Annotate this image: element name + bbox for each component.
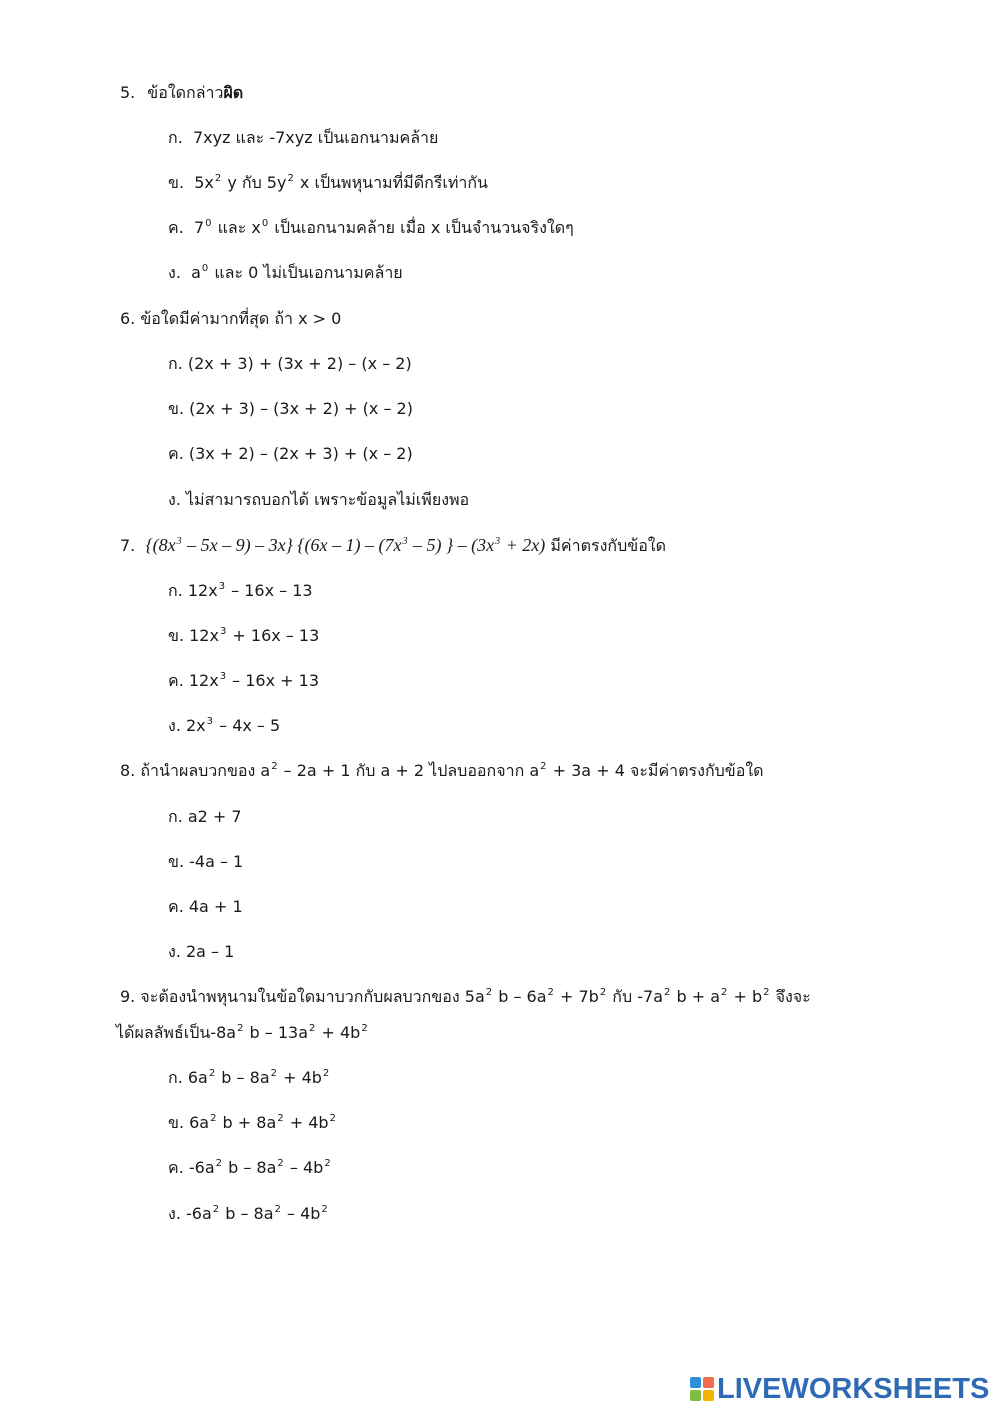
choice-text: b – 8a (220, 1204, 274, 1223)
question-text: กับ -7a (607, 987, 663, 1006)
superscript: 3 (219, 626, 227, 637)
question-number: 7. (120, 536, 136, 555)
math-part: + 2x) (501, 535, 546, 555)
superscript: 2 (763, 987, 770, 998)
choice-text: ค. -6a (168, 1158, 215, 1177)
superscript: 2 (322, 1068, 330, 1079)
choice-label: ข. (168, 173, 185, 192)
superscript: 3 (206, 716, 214, 727)
superscript: 0 (205, 218, 212, 229)
choice-text: 5x (194, 173, 214, 192)
choice-text: – 4b (281, 1204, 321, 1223)
q8-choice-b: ข. -4a – 1 (168, 852, 244, 871)
math-part: {(8x (145, 535, 176, 555)
q5-choice-a (168, 127, 438, 149)
question-text: b – 13a (244, 1023, 309, 1042)
q8-choice-c: ค. 4a + 1 (168, 897, 243, 916)
superscript: 3 (402, 536, 408, 547)
question-text: – 2a + 1 กับ a + 2 ไปลบออกจาก a (278, 761, 540, 780)
q8-choice-d: ง. 2a – 1 (168, 942, 235, 961)
superscript: 2 (321, 1204, 328, 1215)
math-part: – 5) } – (3x (408, 535, 495, 555)
choice-text: – 16x + 13 (227, 671, 320, 690)
choice-text: 7xyz และ -7xyz เป็นเอกนามคล้าย (192, 128, 439, 147)
superscript: 2 (485, 987, 493, 998)
choice-text: + 16x – 13 (227, 626, 320, 645)
superscript: 2 (547, 987, 554, 998)
superscript: 2 (309, 1023, 316, 1034)
choice-text: ค. 12x (168, 671, 219, 690)
question-5 (120, 82, 243, 104)
superscript: 2 (277, 1113, 284, 1124)
choice-text: และ x (212, 218, 261, 237)
choice-text: ก. 6a (168, 1068, 208, 1087)
q6-choice-a: ก. (2x + 3) + (3x + 2) – (x – 2) (168, 354, 412, 373)
choice-text: ข. 12x (168, 626, 219, 645)
question-text: + b (728, 987, 763, 1006)
choice-text: และ 0 ไม่เป็นเอกนามคล้าย (209, 263, 403, 282)
choice-text: b + 8a (217, 1113, 277, 1132)
math-expression (145, 535, 545, 555)
superscript: 2 (215, 1158, 223, 1169)
superscript: 2 (271, 761, 278, 772)
question-text: จึงจะ (770, 987, 811, 1006)
q9-choice-c (168, 1157, 332, 1179)
choice-label: ง. (168, 263, 181, 282)
superscript: 2 (212, 1204, 220, 1215)
superscript: 2 (270, 1068, 277, 1079)
question-text: + 7b (554, 987, 599, 1006)
choice-text: – 4x – 5 (214, 716, 281, 735)
superscript: 3 (219, 671, 227, 682)
question-text: ข้อใดกล่าว (147, 83, 224, 102)
choice-label: ก. (168, 128, 183, 147)
choice-text: เป็นเอกนามคล้าย เมื่อ x เป็นจำนวนจริงใดๆ (269, 218, 574, 237)
question-text: 9. จะต้องนำพหุนามในข้อใดมาบวกกับผลบวกของ 5a (120, 987, 485, 1006)
question-9-line-1 (120, 986, 811, 1008)
q7-choice-a (168, 580, 313, 602)
superscript: 2 (721, 987, 728, 998)
superscript: 2 (324, 1158, 331, 1169)
liveworksheets-logo (690, 1374, 989, 1404)
q5-choice-d (168, 262, 403, 284)
logo-mark-icon (690, 1377, 714, 1401)
superscript: 3 (495, 536, 501, 547)
logo-square (703, 1377, 714, 1388)
question-emphasis: ผิด (223, 83, 244, 102)
choice-text: – 16x – 13 (226, 581, 313, 600)
q7-choice-d (168, 715, 280, 737)
choice-text: 7 (193, 218, 205, 237)
question-number: 5. (120, 83, 136, 102)
superscript: 2 (540, 761, 547, 772)
logo-square (690, 1377, 701, 1388)
choice-text: ง. -6a (168, 1204, 212, 1223)
superscript: 2 (237, 1023, 244, 1034)
question-text: b – 6a (493, 987, 547, 1006)
q8-choice-a: ก. a2 + 7 (168, 807, 242, 826)
superscript: 2 (274, 1204, 281, 1215)
superscript: 2 (361, 1023, 368, 1034)
question-text: มีค่าตรงกับข้อใด (545, 536, 667, 555)
q6-choice-b: ข. (2x + 3) – (3x + 2) + (x – 2) (168, 399, 413, 418)
choice-text: b – 8a (223, 1158, 277, 1177)
q9-choice-a (168, 1067, 330, 1089)
superscript: 2 (287, 173, 294, 184)
choice-text: a (191, 263, 201, 282)
superscript: 0 (201, 263, 209, 274)
superscript: 2 (329, 1113, 336, 1124)
superscript: 2 (214, 173, 222, 184)
question-8 (120, 760, 764, 782)
q7-choice-c (168, 670, 319, 692)
superscript: 2 (208, 1068, 216, 1079)
question-7 (120, 534, 666, 557)
question-text: + 3a + 4 จะมีค่าตรงกับข้อใด (547, 761, 764, 780)
choice-text: b – 8a (216, 1068, 270, 1087)
superscript: 2 (599, 987, 607, 998)
q6-choice-c: ค. (3x + 2) – (2x + 3) + (x – 2) (168, 444, 413, 463)
choice-text: + 4b (284, 1113, 329, 1132)
superscript: 3 (176, 536, 182, 547)
q5-choice-c (168, 217, 574, 239)
question-text: b + a (671, 987, 720, 1006)
choice-text: x เป็นพหุนามที่มีดีกรีเท่ากัน (294, 173, 488, 192)
choice-text: y กับ 5y (222, 173, 287, 192)
question-text: 8. ถ้านำผลบวกของ a (120, 761, 271, 780)
superscript: 2 (210, 1113, 217, 1124)
q7-choice-b (168, 625, 319, 647)
choice-text: + 4b (278, 1068, 322, 1087)
q9-choice-b (168, 1112, 337, 1134)
logo-text: LIVEWORKSHEETS (717, 1373, 990, 1405)
choice-text: ง. 2x (168, 716, 206, 735)
question-text: + 4b (316, 1023, 361, 1042)
choice-label: ค. (168, 218, 184, 237)
choice-text: – 4b (284, 1158, 324, 1177)
choice-text: ก. 12x (168, 581, 218, 600)
superscript: 0 (261, 218, 269, 229)
logo-square (703, 1390, 714, 1401)
q9-choice-d (168, 1203, 329, 1225)
math-part: – 5x – 9) – 3x} {(6x – 1) – (7x (182, 535, 402, 555)
superscript: 2 (664, 987, 671, 998)
q5-choice-b (168, 172, 488, 194)
superscript: 2 (277, 1158, 284, 1169)
question-6: 6. ข้อใดมีค่ามากที่สุด ถ้า x > 0 (120, 309, 342, 328)
q6-choice-d: ง. ไม่สามารถบอกได้ เพราะข้อมูลไม่เพียงพอ (168, 490, 470, 509)
superscript: 3 (218, 581, 226, 592)
question-9-line-2 (116, 1022, 369, 1044)
question-text: ได้ผลลัพธ์เป็น-8a (116, 1023, 237, 1042)
logo-square (690, 1390, 701, 1401)
choice-text: ข. 6a (168, 1113, 210, 1132)
